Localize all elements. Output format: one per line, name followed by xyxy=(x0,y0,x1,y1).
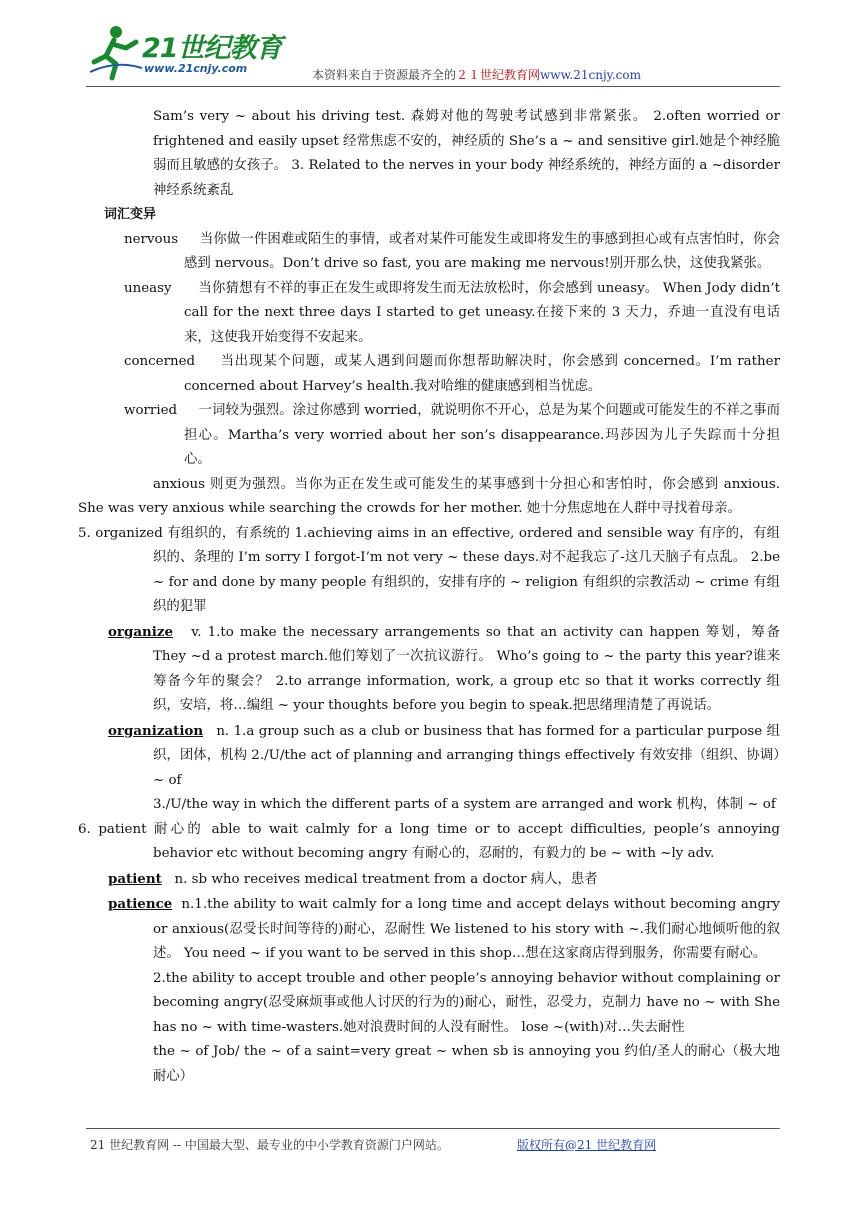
header-divider xyxy=(86,86,780,87)
section-heading-vocab-variation: 词汇变异 xyxy=(104,207,157,222)
entry-organized: 5. organized 有组织的，有系统的 1.achieving aims in an effective, ordered and sensible way 有序的，有组织的、条理的 I’m sorry I forgot-I’m not very ~ these days.对不起我忘了-这几天脑子有点乱。 2.be ~ for and done by many people 有组织的，安排有序的 ~ religion 有组织的宗教活动 ~ crime 有组织的犯罪 xyxy=(78,525,780,614)
entry-anxious: anxious 则更为强烈。当你为正在发生或可能发生的某事感到十分担心和害怕时，你会感到 anxious. She was very anxious while searching the crowds for her mother. 她十分焦虑地在人群中寻找着母亲。 xyxy=(78,476,780,516)
header-note-prefix: 本资料来自于资源最齐全的 xyxy=(312,68,457,82)
entry-keyword: patience xyxy=(108,896,173,912)
entry-text: 当你做一件困难或陌生的事情，或者对某件可能发生或即将发生的事感到担心或有点害怕时，你会感到 nervous。Don’t drive so fast, you are making me nervous!别开那么快，这使我紧张。 xyxy=(184,231,780,271)
entry-text: n. sb who receives medical treatment from a doctor 病人，患者 xyxy=(174,871,598,887)
entry-word: uneasy xyxy=(124,280,172,296)
copyright-link[interactable]: 版权所有@21 世纪教育网 xyxy=(517,1138,657,1152)
entry-text: 当出现某个问题，或某人遇到问题而你想帮助解决时，你会感到 concerned。I’m rather concerned about Harvey’s health.我对哈维的健康感到相当忧虑。 xyxy=(184,354,780,394)
entry-word: nervous xyxy=(124,231,179,247)
entry-keyword: patient xyxy=(108,870,162,887)
entry-text: n. 1.a group such as a club or business that has formed for a particular purpose 组织，团体，机构 2./U/the act of planning and arranging things effectively 有效安排（组织、协调）~ of xyxy=(153,723,780,788)
footer-divider xyxy=(86,1128,780,1129)
entry-patience-idiom: the ~ of Job/ the ~ of a saint=very great ~ when sb is annoying you 约伯/圣人的耐心（极大地耐心） xyxy=(153,1044,780,1084)
entry-keyword: organization xyxy=(108,722,204,739)
header-note-url[interactable]: www.21cnjy.com xyxy=(540,68,641,82)
entry-worried xyxy=(124,399,780,473)
entry-organization-sense3: 3./U/the way in which the different parts of a system are arranged and work 机构，体制 ~ of xyxy=(153,797,776,812)
entry-keyword: organize xyxy=(108,623,173,640)
logo-url: www.21cnjy.com xyxy=(144,62,248,75)
entry-uneasy xyxy=(124,277,780,351)
footer-text: 21 世纪教育网 -- 中国最大型、最专业的中小学教育资源门户网站。 xyxy=(90,1138,449,1152)
entry-concerned xyxy=(124,350,780,399)
entry-organize xyxy=(108,620,780,719)
entry-patience-sense2: 2.the ability to accept trouble and other people’s annoying behavior without complaining or becoming angry(忍受麻烦事或他人讨厌的行为的)耐心，耐性，忍受力，克制力 have no ~ with She has no ~ with time-wasters.她对浪费时间的人没有耐性。 lose ~(with)对…失去耐性 xyxy=(153,970,780,1035)
entry-text: 一词较为强烈。涂过你感到 worried，就说明你不开心，总是为某个问题或可能发生的不祥之事而担心。Martha’s very worried about her son’s disappearance.玛莎因为儿子失踪而十分担心。 xyxy=(184,403,780,467)
header-note-site[interactable]: ２１世纪教育网 xyxy=(456,68,541,82)
runner-icon xyxy=(86,22,146,82)
entry-nervous xyxy=(124,228,780,277)
entry-patience xyxy=(108,892,780,967)
entry-word: worried xyxy=(124,403,178,418)
entry-text: n.1.the ability to wait calmly for a long time and accept delays without becoming angry or anxious(忍受长时间等待的)耐心，忍耐性 We listened to his story with ~.我们耐心地倾听他的叙述。 You need ~ if you want to be served in this shop…想在这家商店得到服务，你需要有耐心。 xyxy=(153,897,780,961)
logo-title: 21世纪教育 xyxy=(142,33,282,64)
entry-patient: 6. patient 耐心的 able to wait calmly for a long time or to accept difficulties, people’s annoying behavior etc without becoming angry 有耐心的，忍耐的，有毅力的 be ~ with ~ly adv. xyxy=(78,821,780,861)
entry-organization xyxy=(108,719,780,794)
document-body xyxy=(0,105,860,1089)
entry-patient-noun xyxy=(108,867,780,893)
nervous-definition-continued: Sam’s very ~ about his driving test. 森姆对他的驾驶考试感到非常紧张。 2.often worried or frightened and easily upset 经常焦虑不安的，神经质的 She’s a ~ and sensitive girl.她是个神经脆弱而且敏感的女孩子。 3. Related to the nerves in your body 神经系统的，神经方面的 a ~disorder 神经系统紊乱 xyxy=(153,109,780,198)
entry-text: 当你猜想有不祥的事正在发生或即将发生而无法放松时，你会感到 uneasy。 When Jody didn’t call for the next three days I started to get uneasy.在接下来的 3 天力，乔迪一直没有电话来，这使我开始变得不安起来。 xyxy=(184,280,780,345)
entry-text: v. 1.to make the necessary arrangements so that an activity can happen 筹划，筹备 They ~d a protest march.他们筹划了一次抗议游行。 Who’s going to ~ the party this year?谁来筹备今年的聚会？ 2.to arrange information, work, a group etc so that it works correctly 组织，安培，将…编组 ~ your thoughts before you begin to speak.把思绪理清楚了再说话。 xyxy=(153,624,780,713)
header-note xyxy=(312,66,641,83)
entry-word: concerned xyxy=(124,354,196,369)
site-logo xyxy=(86,22,286,88)
